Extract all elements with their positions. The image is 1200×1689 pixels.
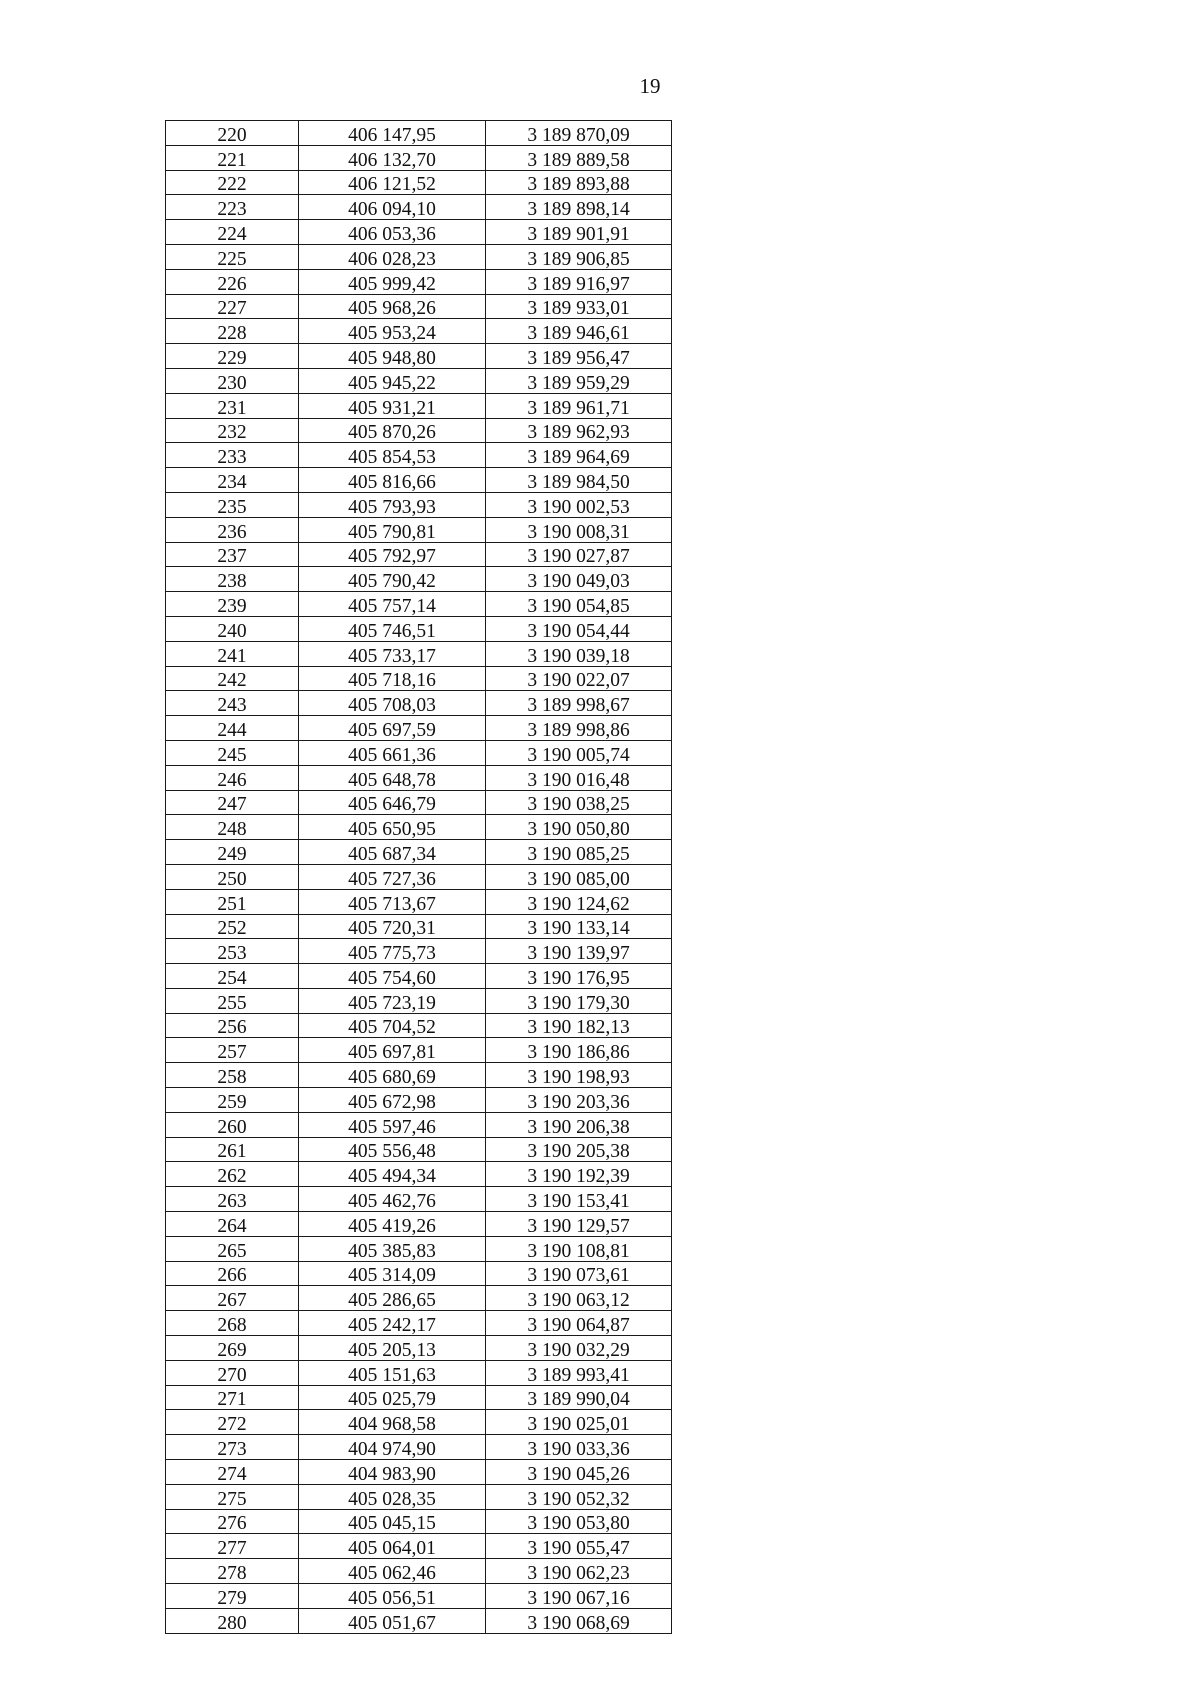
point-number-cell: 238 (166, 567, 299, 592)
x-coordinate-cell: 405 650,95 (299, 815, 486, 840)
y-coordinate-cell: 3 189 901,91 (486, 220, 672, 245)
point-number-cell: 276 (166, 1509, 299, 1534)
y-coordinate-cell: 3 189 893,88 (486, 170, 672, 195)
table-row (166, 418, 672, 443)
y-coordinate-cell: 3 190 054,85 (486, 592, 672, 617)
point-number-cell: 259 (166, 1088, 299, 1113)
y-coordinate-cell: 3 190 033,36 (486, 1435, 672, 1460)
table-row (166, 666, 672, 691)
y-coordinate-cell: 3 190 129,57 (486, 1212, 672, 1237)
x-coordinate-cell: 405 790,81 (299, 517, 486, 542)
table-row (166, 1360, 672, 1385)
table-row (166, 616, 672, 641)
x-coordinate-cell: 405 718,16 (299, 666, 486, 691)
table-row (166, 492, 672, 517)
point-number-cell: 261 (166, 1137, 299, 1162)
x-coordinate-cell: 405 494,34 (299, 1162, 486, 1187)
y-coordinate-cell: 3 189 964,69 (486, 443, 672, 468)
coordinates-table-body (166, 121, 672, 1634)
x-coordinate-cell: 405 790,42 (299, 567, 486, 592)
point-number-cell: 250 (166, 864, 299, 889)
table-row (166, 468, 672, 493)
x-coordinate-cell: 405 953,24 (299, 319, 486, 344)
point-number-cell: 232 (166, 418, 299, 443)
x-coordinate-cell: 405 948,80 (299, 344, 486, 369)
table-row (166, 1137, 672, 1162)
x-coordinate-cell: 405 661,36 (299, 740, 486, 765)
y-coordinate-cell: 3 190 008,31 (486, 517, 672, 542)
point-number-cell: 257 (166, 1038, 299, 1063)
point-number-cell: 260 (166, 1112, 299, 1137)
y-coordinate-cell: 3 189 959,29 (486, 368, 672, 393)
table-row (166, 740, 672, 765)
x-coordinate-cell: 405 286,65 (299, 1286, 486, 1311)
point-number-cell: 268 (166, 1311, 299, 1336)
y-coordinate-cell: 3 190 055,47 (486, 1534, 672, 1559)
point-number-cell: 252 (166, 914, 299, 939)
point-number-cell: 279 (166, 1584, 299, 1609)
x-coordinate-cell: 405 045,15 (299, 1509, 486, 1534)
table-row (166, 1559, 672, 1584)
point-number-cell: 228 (166, 319, 299, 344)
x-coordinate-cell: 406 094,10 (299, 195, 486, 220)
y-coordinate-cell: 3 190 052,32 (486, 1484, 672, 1509)
y-coordinate-cell: 3 190 050,80 (486, 815, 672, 840)
x-coordinate-cell: 405 419,26 (299, 1212, 486, 1237)
y-coordinate-cell: 3 189 906,85 (486, 244, 672, 269)
table-row (166, 1187, 672, 1212)
x-coordinate-cell: 404 968,58 (299, 1410, 486, 1435)
table-row (166, 914, 672, 939)
x-coordinate-cell: 405 680,69 (299, 1063, 486, 1088)
point-number-cell: 233 (166, 443, 299, 468)
x-coordinate-cell: 406 028,23 (299, 244, 486, 269)
x-coordinate-cell: 405 968,26 (299, 294, 486, 319)
y-coordinate-cell: 3 190 022,07 (486, 666, 672, 691)
table-row (166, 939, 672, 964)
table-row (166, 1311, 672, 1336)
table-row (166, 1112, 672, 1137)
x-coordinate-cell: 405 697,81 (299, 1038, 486, 1063)
table-row (166, 1286, 672, 1311)
y-coordinate-cell: 3 190 198,93 (486, 1063, 672, 1088)
point-number-cell: 237 (166, 542, 299, 567)
point-number-cell: 269 (166, 1336, 299, 1361)
point-number-cell: 265 (166, 1236, 299, 1261)
x-coordinate-cell: 405 242,17 (299, 1311, 486, 1336)
coordinates-table (165, 120, 672, 1634)
x-coordinate-cell: 406 132,70 (299, 145, 486, 170)
y-coordinate-cell: 3 190 108,81 (486, 1236, 672, 1261)
table-row (166, 145, 672, 170)
point-number-cell: 256 (166, 1013, 299, 1038)
x-coordinate-cell: 405 064,01 (299, 1534, 486, 1559)
y-coordinate-cell: 3 190 073,61 (486, 1261, 672, 1286)
y-coordinate-cell: 3 190 063,12 (486, 1286, 672, 1311)
point-number-cell: 274 (166, 1460, 299, 1485)
table-row (166, 244, 672, 269)
table-row (166, 443, 672, 468)
y-coordinate-cell: 3 190 206,38 (486, 1112, 672, 1137)
point-number-cell: 246 (166, 765, 299, 790)
point-number-cell: 280 (166, 1608, 299, 1633)
x-coordinate-cell: 405 028,35 (299, 1484, 486, 1509)
table-row (166, 1460, 672, 1485)
x-coordinate-cell: 405 462,76 (299, 1187, 486, 1212)
point-number-cell: 245 (166, 740, 299, 765)
table-row (166, 864, 672, 889)
table-row (166, 1410, 672, 1435)
x-coordinate-cell: 405 062,46 (299, 1559, 486, 1584)
table-row (166, 1584, 672, 1609)
point-number-cell: 262 (166, 1162, 299, 1187)
table-row (166, 1484, 672, 1509)
x-coordinate-cell: 405 708,03 (299, 691, 486, 716)
table-row (166, 567, 672, 592)
x-coordinate-cell: 405 025,79 (299, 1385, 486, 1410)
point-number-cell: 247 (166, 790, 299, 815)
table-row (166, 840, 672, 865)
table-row (166, 1435, 672, 1460)
table-row (166, 691, 672, 716)
x-coordinate-cell: 405 945,22 (299, 368, 486, 393)
x-coordinate-cell: 405 720,31 (299, 914, 486, 939)
y-coordinate-cell: 3 189 993,41 (486, 1360, 672, 1385)
y-coordinate-cell: 3 189 898,14 (486, 195, 672, 220)
table-row (166, 815, 672, 840)
point-number-cell: 263 (166, 1187, 299, 1212)
point-number-cell: 277 (166, 1534, 299, 1559)
table-row (166, 889, 672, 914)
y-coordinate-cell: 3 190 182,13 (486, 1013, 672, 1038)
y-coordinate-cell: 3 190 039,18 (486, 641, 672, 666)
y-coordinate-cell: 3 190 179,30 (486, 988, 672, 1013)
x-coordinate-cell: 405 870,26 (299, 418, 486, 443)
x-coordinate-cell: 405 816,66 (299, 468, 486, 493)
point-number-cell: 264 (166, 1212, 299, 1237)
x-coordinate-cell: 405 757,14 (299, 592, 486, 617)
table-row (166, 195, 672, 220)
point-number-cell: 248 (166, 815, 299, 840)
table-row (166, 592, 672, 617)
table-row (166, 964, 672, 989)
table-row (166, 1162, 672, 1187)
y-coordinate-cell: 3 190 005,74 (486, 740, 672, 765)
x-coordinate-cell: 405 556,48 (299, 1137, 486, 1162)
point-number-cell: 231 (166, 393, 299, 418)
x-coordinate-cell: 405 672,98 (299, 1088, 486, 1113)
table-row (166, 170, 672, 195)
y-coordinate-cell: 3 190 205,38 (486, 1137, 672, 1162)
point-number-cell: 255 (166, 988, 299, 1013)
point-number-cell: 225 (166, 244, 299, 269)
y-coordinate-cell: 3 189 916,97 (486, 269, 672, 294)
point-number-cell: 244 (166, 716, 299, 741)
y-coordinate-cell: 3 190 068,69 (486, 1608, 672, 1633)
table-row (166, 1236, 672, 1261)
y-coordinate-cell: 3 190 085,00 (486, 864, 672, 889)
x-coordinate-cell: 405 793,93 (299, 492, 486, 517)
point-number-cell: 267 (166, 1286, 299, 1311)
table-row (166, 1088, 672, 1113)
x-coordinate-cell: 405 704,52 (299, 1013, 486, 1038)
y-coordinate-cell: 3 190 176,95 (486, 964, 672, 989)
table-row (166, 517, 672, 542)
x-coordinate-cell: 405 775,73 (299, 939, 486, 964)
point-number-cell: 240 (166, 616, 299, 641)
page-number: 19 (639, 74, 661, 98)
x-coordinate-cell: 405 205,13 (299, 1336, 486, 1361)
x-coordinate-cell: 405 151,63 (299, 1360, 486, 1385)
table-row (166, 765, 672, 790)
point-number-cell: 222 (166, 170, 299, 195)
point-number-cell: 241 (166, 641, 299, 666)
y-coordinate-cell: 3 189 984,50 (486, 468, 672, 493)
x-coordinate-cell: 405 697,59 (299, 716, 486, 741)
table-row (166, 1509, 672, 1534)
y-coordinate-cell: 3 189 870,09 (486, 121, 672, 146)
y-coordinate-cell: 3 189 933,01 (486, 294, 672, 319)
x-coordinate-cell: 405 051,67 (299, 1608, 486, 1633)
table-row (166, 1385, 672, 1410)
point-number-cell: 226 (166, 269, 299, 294)
point-number-cell: 249 (166, 840, 299, 865)
table-row (166, 790, 672, 815)
table-row (166, 368, 672, 393)
table-row (166, 1212, 672, 1237)
y-coordinate-cell: 3 189 946,61 (486, 319, 672, 344)
y-coordinate-cell: 3 190 032,29 (486, 1336, 672, 1361)
table-row (166, 220, 672, 245)
x-coordinate-cell: 405 746,51 (299, 616, 486, 641)
y-coordinate-cell: 3 189 990,04 (486, 1385, 672, 1410)
point-number-cell: 253 (166, 939, 299, 964)
point-number-cell: 224 (166, 220, 299, 245)
y-coordinate-cell: 3 190 053,80 (486, 1509, 672, 1534)
point-number-cell: 229 (166, 344, 299, 369)
y-coordinate-cell: 3 190 192,39 (486, 1162, 672, 1187)
point-number-cell: 254 (166, 964, 299, 989)
y-coordinate-cell: 3 190 139,97 (486, 939, 672, 964)
y-coordinate-cell: 3 189 998,86 (486, 716, 672, 741)
x-coordinate-cell: 405 727,36 (299, 864, 486, 889)
table-row (166, 716, 672, 741)
y-coordinate-cell: 3 190 002,53 (486, 492, 672, 517)
y-coordinate-cell: 3 189 961,71 (486, 393, 672, 418)
point-number-cell: 275 (166, 1484, 299, 1509)
x-coordinate-cell: 405 754,60 (299, 964, 486, 989)
x-coordinate-cell: 405 999,42 (299, 269, 486, 294)
y-coordinate-cell: 3 190 016,48 (486, 765, 672, 790)
y-coordinate-cell: 3 189 889,58 (486, 145, 672, 170)
table-row (166, 269, 672, 294)
table-row (166, 393, 672, 418)
point-number-cell: 242 (166, 666, 299, 691)
y-coordinate-cell: 3 189 962,93 (486, 418, 672, 443)
table-row (166, 1063, 672, 1088)
x-coordinate-cell: 405 723,19 (299, 988, 486, 1013)
table-row (166, 1336, 672, 1361)
table-row (166, 1534, 672, 1559)
y-coordinate-cell: 3 190 045,26 (486, 1460, 672, 1485)
y-coordinate-cell: 3 190 153,41 (486, 1187, 672, 1212)
table-row (166, 1261, 672, 1286)
x-coordinate-cell: 405 713,67 (299, 889, 486, 914)
x-coordinate-cell: 406 147,95 (299, 121, 486, 146)
y-coordinate-cell: 3 190 049,03 (486, 567, 672, 592)
y-coordinate-cell: 3 190 064,87 (486, 1311, 672, 1336)
point-number-cell: 223 (166, 195, 299, 220)
point-number-cell: 271 (166, 1385, 299, 1410)
point-number-cell: 236 (166, 517, 299, 542)
point-number-cell: 272 (166, 1410, 299, 1435)
y-coordinate-cell: 3 190 025,01 (486, 1410, 672, 1435)
point-number-cell: 230 (166, 368, 299, 393)
point-number-cell: 270 (166, 1360, 299, 1385)
x-coordinate-cell: 405 314,09 (299, 1261, 486, 1286)
table-row (166, 1038, 672, 1063)
y-coordinate-cell: 3 190 085,25 (486, 840, 672, 865)
x-coordinate-cell: 406 121,52 (299, 170, 486, 195)
x-coordinate-cell: 405 854,53 (299, 443, 486, 468)
x-coordinate-cell: 404 983,90 (299, 1460, 486, 1485)
point-number-cell: 258 (166, 1063, 299, 1088)
x-coordinate-cell: 405 597,46 (299, 1112, 486, 1137)
point-number-cell: 220 (166, 121, 299, 146)
y-coordinate-cell: 3 190 054,44 (486, 616, 672, 641)
table-row (166, 294, 672, 319)
x-coordinate-cell: 406 053,36 (299, 220, 486, 245)
x-coordinate-cell: 404 974,90 (299, 1435, 486, 1460)
x-coordinate-cell: 405 385,83 (299, 1236, 486, 1261)
y-coordinate-cell: 3 189 956,47 (486, 344, 672, 369)
x-coordinate-cell: 405 056,51 (299, 1584, 486, 1609)
point-number-cell: 221 (166, 145, 299, 170)
point-number-cell: 273 (166, 1435, 299, 1460)
y-coordinate-cell: 3 190 062,23 (486, 1559, 672, 1584)
y-coordinate-cell: 3 190 067,16 (486, 1584, 672, 1609)
point-number-cell: 227 (166, 294, 299, 319)
point-number-cell: 266 (166, 1261, 299, 1286)
table-row (166, 344, 672, 369)
point-number-cell: 235 (166, 492, 299, 517)
x-coordinate-cell: 405 792,97 (299, 542, 486, 567)
table-row (166, 988, 672, 1013)
y-coordinate-cell: 3 190 124,62 (486, 889, 672, 914)
table-row (166, 121, 672, 146)
point-number-cell: 234 (166, 468, 299, 493)
y-coordinate-cell: 3 190 203,36 (486, 1088, 672, 1113)
x-coordinate-cell: 405 687,34 (299, 840, 486, 865)
x-coordinate-cell: 405 646,79 (299, 790, 486, 815)
x-coordinate-cell: 405 733,17 (299, 641, 486, 666)
point-number-cell: 239 (166, 592, 299, 617)
table-row (166, 1013, 672, 1038)
point-number-cell: 278 (166, 1559, 299, 1584)
y-coordinate-cell: 3 190 186,86 (486, 1038, 672, 1063)
y-coordinate-cell: 3 190 027,87 (486, 542, 672, 567)
x-coordinate-cell: 405 931,21 (299, 393, 486, 418)
table-row (166, 1608, 672, 1633)
x-coordinate-cell: 405 648,78 (299, 765, 486, 790)
table-row (166, 641, 672, 666)
y-coordinate-cell: 3 190 133,14 (486, 914, 672, 939)
table-row (166, 319, 672, 344)
point-number-cell: 251 (166, 889, 299, 914)
table-row (166, 542, 672, 567)
point-number-cell: 243 (166, 691, 299, 716)
y-coordinate-cell: 3 189 998,67 (486, 691, 672, 716)
y-coordinate-cell: 3 190 038,25 (486, 790, 672, 815)
